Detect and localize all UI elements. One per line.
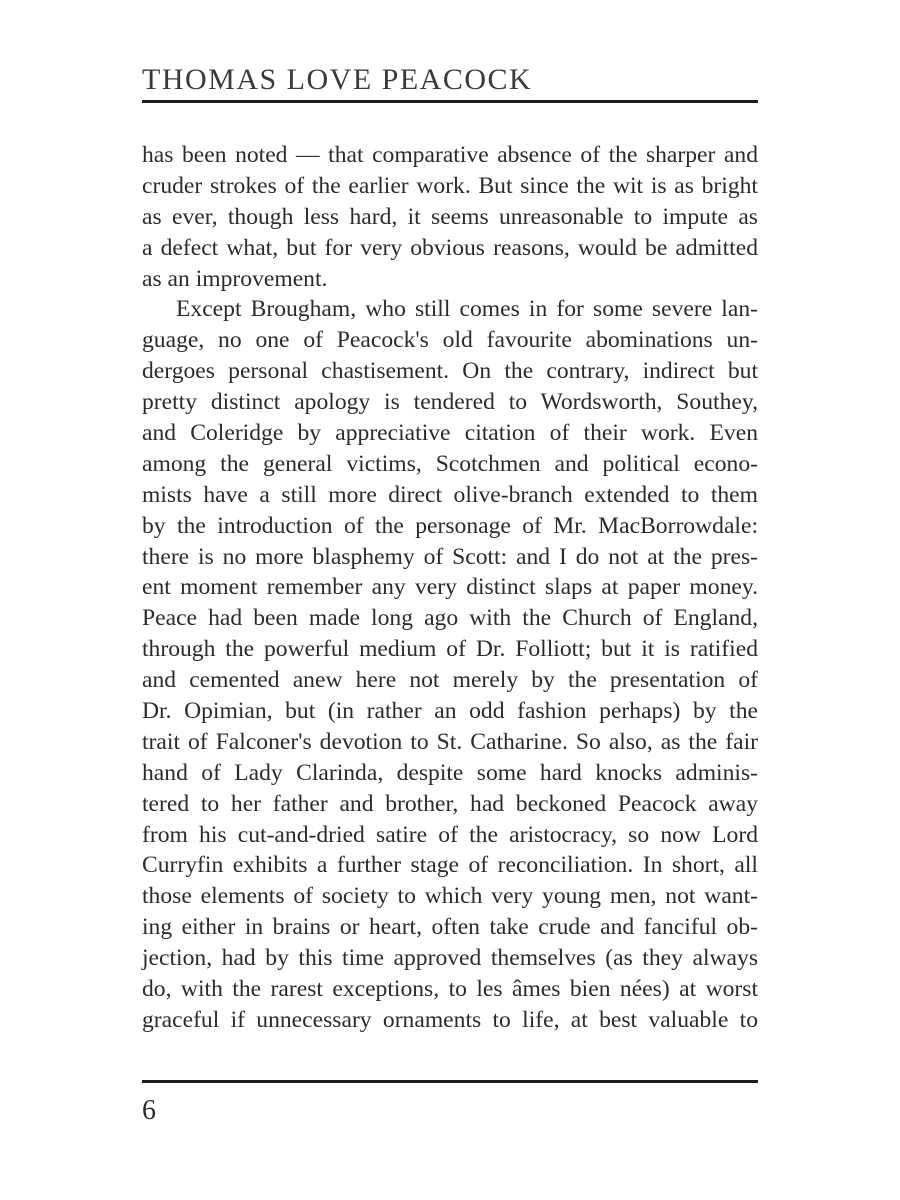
- text-line: Curryfin exhibits a further stage of reconciliation. In short, all: [142, 852, 758, 879]
- text-line: Peace had been made long ago with the Church of England,: [142, 605, 758, 632]
- text-line: among the general victims, Scotchmen and political econo-: [142, 450, 758, 477]
- text-line: tered to her father and brother, had beckoned Peacock away: [142, 790, 758, 817]
- text-line: there is no more blasphemy of Scott: and I do not at the pres-: [142, 543, 758, 570]
- footer-rule: [142, 1080, 758, 1083]
- header-rule: [142, 100, 758, 103]
- text-line: and cemented anew here not merely by the presentation of: [142, 667, 758, 694]
- text-line: pretty distinct apology is tendered to Wordsworth, Southey,: [142, 389, 758, 416]
- text-line: do, with the rarest exceptions, to les âmes bien nées) at worst: [142, 976, 758, 1003]
- text-line: Dr. Opimian, but (in rather an odd fashion perhaps) by the: [142, 698, 758, 725]
- text-line: cruder strokes of the earlier work. But since the wit is as bright: [142, 172, 758, 199]
- text-line: guage, no one of Peacock's old favourite abominations un-: [142, 327, 758, 354]
- running-head: THOMAS LOVE PEACOCK: [142, 63, 533, 96]
- text-line: graceful if unnecessary ornaments to life, at best valuable to: [142, 1006, 758, 1033]
- text-line: mists have a still more direct olive-branch extended to them: [142, 481, 758, 508]
- body-text: [142, 140, 758, 1036]
- text-line: jection, had by this time approved themselves (as they always: [142, 945, 758, 972]
- text-line: ing either in brains or heart, often take crude and fanciful ob-: [142, 914, 758, 941]
- text-line: has been noted — that comparative absence of the sharper and: [142, 142, 758, 168]
- text-line: a defect what, but for very obvious reasons, would be admitted: [142, 234, 758, 261]
- text-line: trait of Falconer's devotion to St. Catharine. So also, as the fair: [142, 728, 758, 755]
- text-line: hand of Lady Clarinda, despite some hard knocks adminis-: [142, 759, 758, 786]
- text-line: and Coleridge by appreciative citation of their work. Even: [142, 420, 758, 447]
- text-line: from his cut-and-dried satire of the aristocracy, so now Lord: [142, 821, 758, 848]
- text-line: ent moment remember any very distinct slaps at paper money.: [142, 574, 758, 601]
- text-line: as an improvement.: [142, 265, 328, 292]
- page-number: 6: [142, 1095, 156, 1126]
- text-line: as ever, though less hard, it seems unreasonable to impute as: [142, 203, 758, 230]
- text-line: dergoes personal chastisement. On the contrary, indirect but: [142, 358, 758, 385]
- text-line: Except Brougham, who still comes in for some severe lan-: [176, 296, 758, 323]
- text-line: by the introduction of the personage of Mr. MacBorrowdale:: [142, 512, 758, 539]
- text-line: through the powerful medium of Dr. Folliott; but it is ratified: [142, 636, 758, 663]
- text-line: those elements of society to which very young men, not want-: [142, 883, 758, 910]
